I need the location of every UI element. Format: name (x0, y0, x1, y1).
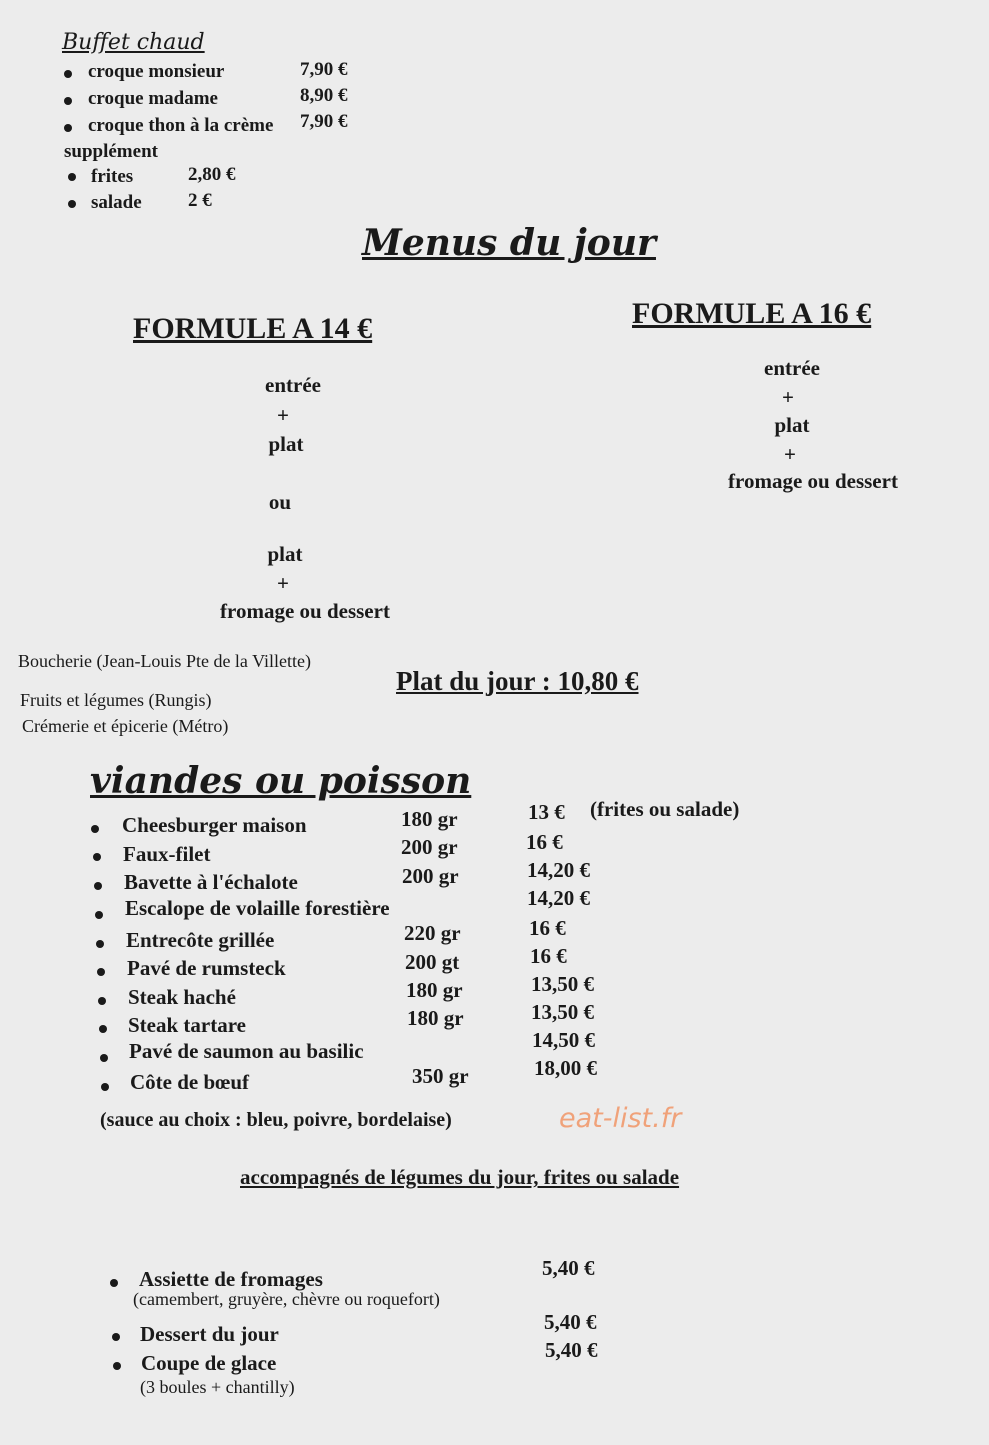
formule-line: ou (268, 490, 292, 514)
formule-line: plat (267, 542, 303, 566)
bullet-icon (64, 70, 72, 78)
list-item: Cheesburger maison (122, 813, 307, 837)
item-price: 14,20 € (527, 858, 590, 882)
item-price: 13 € (528, 800, 565, 824)
item-price: 16 € (526, 830, 563, 854)
item-weight: 180 gr (406, 978, 463, 1002)
bullet-icon (113, 1362, 121, 1370)
formule-line: entrée (265, 373, 321, 397)
menus-title: Menus du jour (362, 222, 656, 264)
item-price: 8,90 € (300, 85, 348, 106)
item-price: 16 € (530, 944, 567, 968)
item-price: 16 € (529, 916, 566, 940)
item-weight: 200 gt (405, 950, 460, 974)
item-note: (frites ou salade) (590, 797, 740, 821)
bullet-icon (98, 997, 106, 1005)
item-price: 2 € (188, 190, 212, 211)
formule-line: plat (774, 413, 810, 437)
watermark: eat-list.fr (559, 1103, 682, 1134)
list-item: Entrecôte grillée (126, 928, 275, 952)
list-item: Dessert du jour (140, 1322, 279, 1346)
formule-line: entrée (764, 356, 820, 380)
supplier-line: Boucherie (Jean-Louis Pte de la Villette) (18, 651, 311, 671)
item-price: 2,80 € (188, 164, 236, 185)
list-item: Escalope de volaille forestière (125, 896, 390, 920)
bullet-icon (96, 940, 104, 948)
list-item: salade (91, 192, 142, 213)
bullet-icon (100, 1054, 108, 1062)
bullet-icon (68, 200, 76, 208)
formule-line: + (784, 442, 796, 466)
list-item: Assiette de fromages (139, 1267, 323, 1291)
bullet-icon (64, 124, 72, 132)
item-weight: 200 gr (402, 864, 459, 888)
bullet-icon (101, 1083, 109, 1091)
list-item: Steak haché (128, 985, 236, 1009)
supplier-line: Fruits et légumes (Rungis) (20, 690, 212, 710)
bullet-icon (93, 853, 101, 861)
item-price: 14,20 € (527, 886, 590, 910)
formule-line: fromage ou dessert (220, 599, 390, 623)
item-price: 7,90 € (300, 59, 348, 80)
item-weight: 200 gr (401, 835, 458, 859)
list-item: Bavette à l'échalote (124, 870, 298, 894)
list-item: Coupe de glace (141, 1351, 277, 1375)
bullet-icon (97, 968, 105, 976)
list-item: Pavé de saumon au basilic (129, 1039, 364, 1063)
formule-line: + (277, 403, 289, 427)
bullet-icon (95, 911, 103, 919)
list-item: Faux-filet (123, 842, 211, 866)
accompagnes-note: accompagnés de légumes du jour, frites ou salade (240, 1165, 680, 1189)
bullet-icon (68, 173, 76, 181)
bullet-icon (91, 825, 99, 833)
list-item: Côte de bœuf (130, 1070, 249, 1094)
item-price: 5,40 € (542, 1256, 595, 1280)
formule-line: fromage ou dessert (728, 469, 898, 493)
item-price: 13,50 € (531, 972, 594, 996)
bullet-icon (112, 1333, 120, 1341)
list-item: Steak tartare (128, 1013, 246, 1037)
viandes-title: viandes ou poisson (90, 760, 472, 802)
bullet-icon (94, 882, 102, 890)
item-price: 7,90 € (300, 111, 348, 132)
supplier-line: Crémerie et épicerie (Métro) (22, 716, 229, 736)
item-price: 13,50 € (531, 1000, 594, 1024)
item-sub: (3 boules + chantilly) (140, 1377, 295, 1397)
item-sub: (camembert, gruyère, chèvre ou roquefort) (133, 1289, 440, 1309)
formule-line: plat (268, 432, 304, 456)
list-item: croque monsieur (88, 61, 225, 82)
item-price: 14,50 € (532, 1028, 595, 1052)
formule-14-title: FORMULE A 14 € (133, 312, 373, 345)
sauce-note: (sauce au choix : bleu, poivre, bordelaise) (100, 1109, 452, 1131)
plat-du-jour: Plat du jour : 10,80 € (396, 666, 639, 696)
formule-line: + (782, 385, 794, 409)
item-price: 18,00 € (534, 1056, 597, 1080)
list-item: frites (91, 166, 134, 187)
bullet-icon (64, 97, 72, 105)
formule-line: + (277, 571, 289, 595)
buffet-title: Buffet chaud (62, 30, 205, 55)
item-price: 5,40 € (544, 1310, 597, 1334)
list-item: Pavé de rumsteck (127, 956, 286, 980)
list-item: croque madame (88, 88, 218, 109)
item-weight: 350 gr (412, 1064, 469, 1088)
item-weight: 180 gr (401, 807, 458, 831)
list-item: croque thon à la crème (88, 115, 274, 136)
supplement-label: supplément (64, 141, 158, 162)
item-weight: 180 gr (407, 1006, 464, 1030)
item-price: 5,40 € (545, 1338, 598, 1362)
bullet-icon (99, 1025, 107, 1033)
bullet-icon (110, 1279, 118, 1287)
item-weight: 220 gr (404, 921, 461, 945)
formule-16-title: FORMULE A 16 € (632, 297, 872, 330)
